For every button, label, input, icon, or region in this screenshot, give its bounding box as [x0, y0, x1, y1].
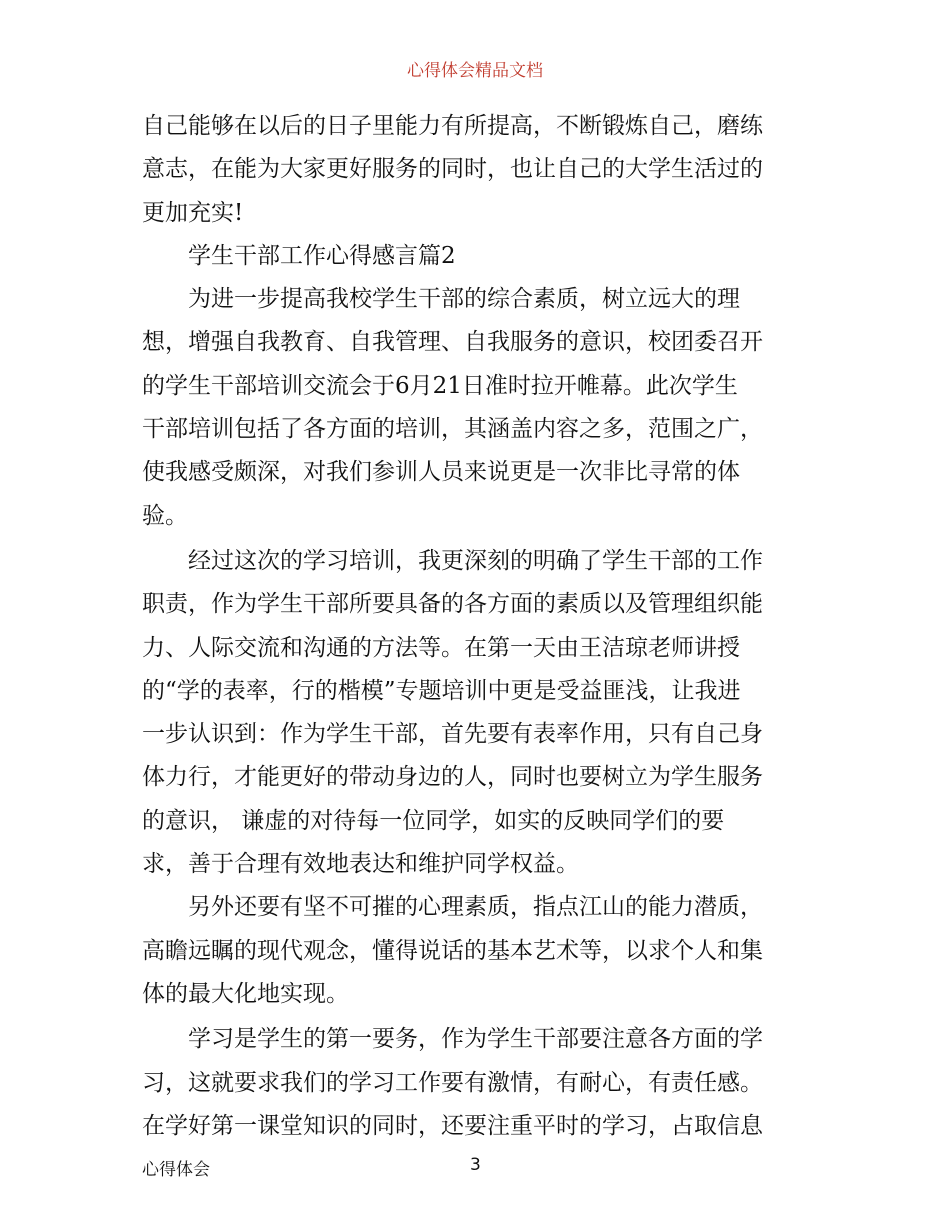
text-line: 体的最大化地实现。 [142, 980, 349, 1007]
text-line: 学习是学生的第一要务，作为学生干部要注意各方面的学 [188, 1026, 763, 1053]
text-line: 更加充实! [142, 199, 244, 226]
text-line: 意志，在能为大家更好服务的同时，也让自己的大学生活过的 [142, 156, 763, 183]
text-line: 在学好第一课堂知识的同时，还要注重平时的学习，占取信息 [142, 1112, 763, 1139]
footer-label: 心得体会 [142, 1160, 210, 1180]
text-line: 经过这次的学习培训，我更深刻的明确了学生干部的工作 [188, 547, 763, 574]
text-line: 自己能够在以后的日子里能力有所提高，不断锻炼自己，磨练 [142, 113, 763, 139]
text-line: 一步认识到：作为学生干部，首先要有表率作用，只有自己身 [142, 721, 763, 748]
text-line: 为进一步提高我校学生干部的综合素质，树立远大的理 [188, 286, 740, 313]
text-line: 使我感受颇深，对我们参训人员来说更是一次非比寻常的体 [142, 459, 740, 486]
text-line: 的“学的表率，行的楷模”专题培训中更是受益匪浅，让我进 [142, 677, 741, 704]
document-body [142, 105, 822, 1148]
text-line: 验。 [142, 502, 188, 529]
text-line: 职责，作为学生干部所要具备的各方面的素质以及管理组织能 [142, 591, 763, 618]
text-line: 力、人际交流和沟通的方法等。在第一天由王洁琼老师讲授 [142, 634, 740, 661]
text-line: 习，这就要求我们的学习工作要有激情，有耐心，有责任感。 [142, 1069, 763, 1096]
text-line: 的学生干部培训交流会于6月21日准时拉开帷幕。此次学生 [142, 372, 738, 399]
text-line: 干部培训包括了各方面的培训，其涵盖内容之多，范围之广， [142, 416, 763, 443]
text-line: 另外还要有坚不可摧的心理素质，指点江山的能力潜质， [188, 894, 763, 921]
section-heading: 学生干部工作心得感言篇2 [188, 242, 456, 269]
text-line: 求，善于合理有效地表达和维护同学权益。 [142, 851, 579, 878]
text-line: 的意识， 谦虚的对待每一位同学，如实的反映同学们的要 [142, 807, 725, 834]
document-header-title: 心得体会精品文档 [407, 61, 543, 81]
text-line: 体力行，才能更好的带动身边的人，同时也要树立为学生服务 [142, 764, 763, 791]
page-number: 3 [470, 1155, 481, 1175]
text-line: 想，增强自我教育、自我管理、自我服务的意识，校团委召开 [142, 329, 763, 356]
text-line: 高瞻远瞩的现代观念，懂得说话的基本艺术等，以求个人和集 [142, 937, 763, 964]
